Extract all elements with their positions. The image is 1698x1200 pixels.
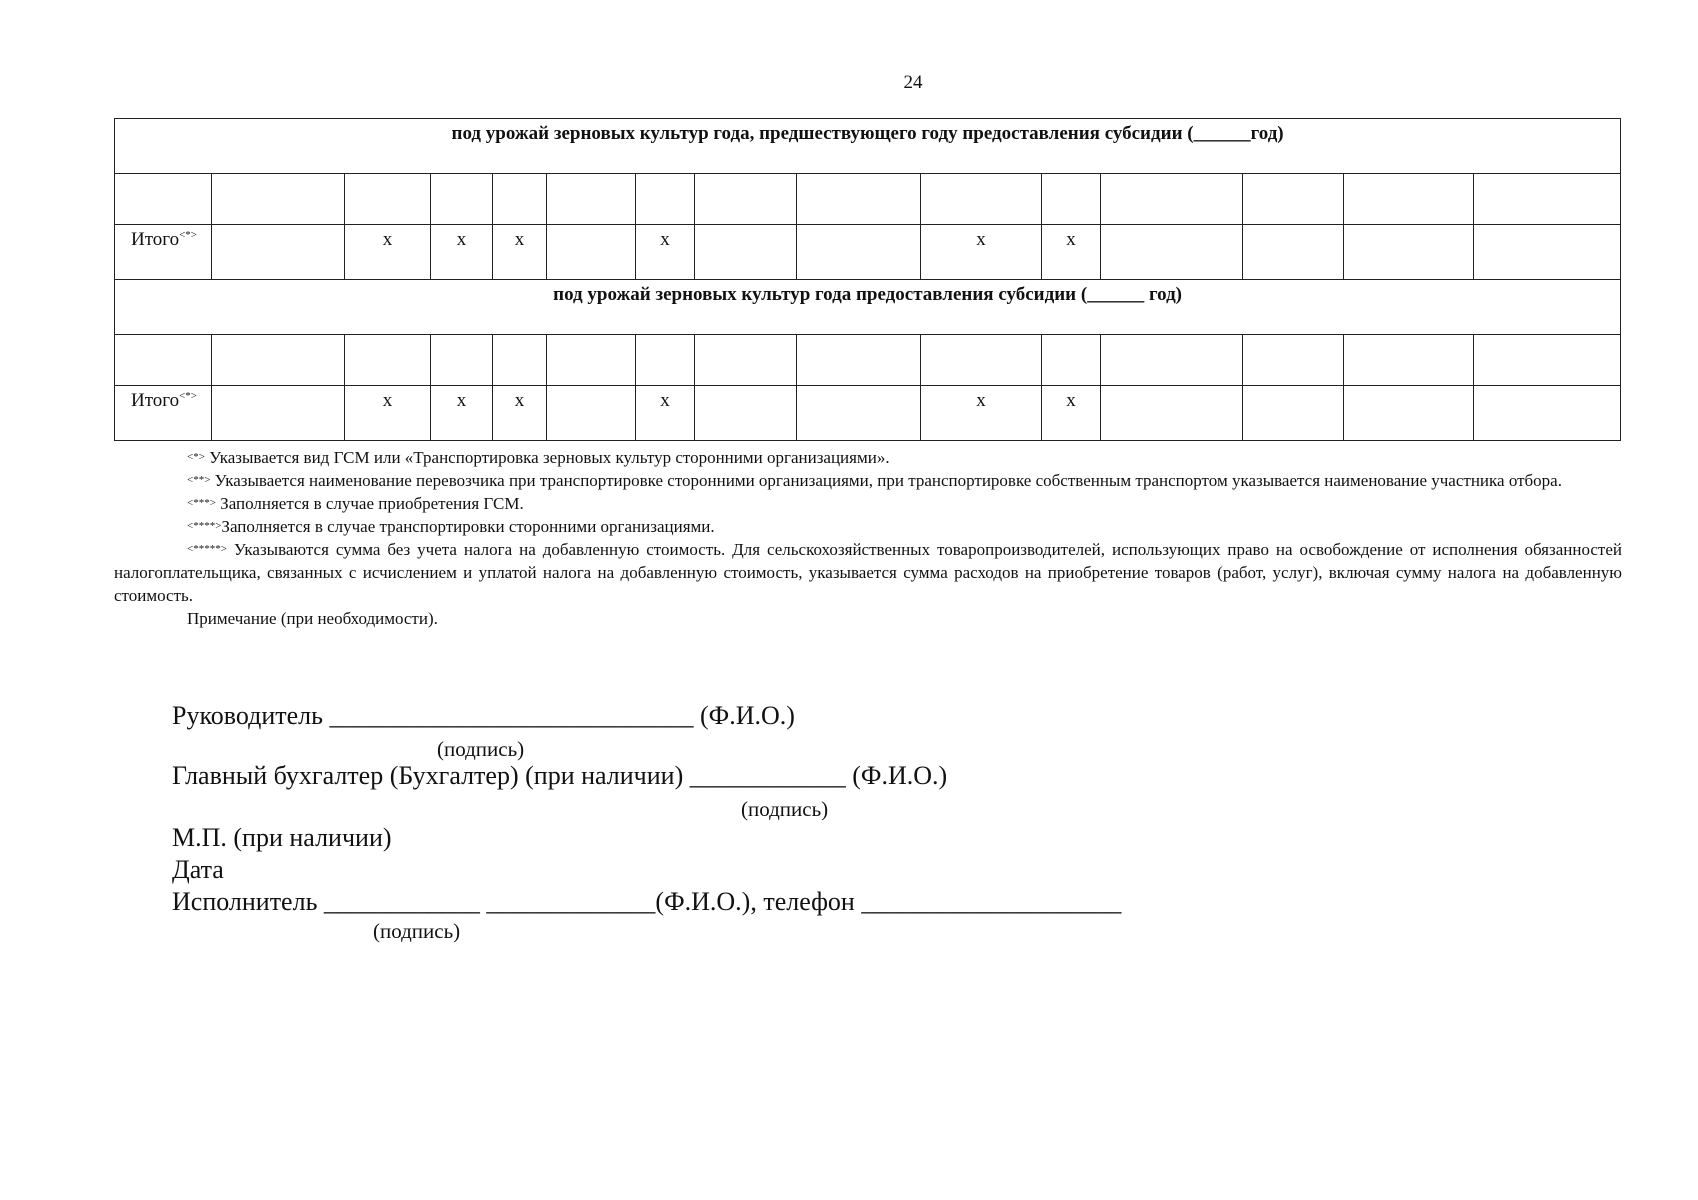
note: Примечание (при необходимости).	[187, 609, 438, 628]
accountant-signature-line: Главный бухгалтер (Бухгалтер) (при наличии) ____________ (Ф.И.О.)	[172, 761, 948, 790]
date-line: Дата	[172, 855, 224, 884]
footnotes	[114, 446, 1622, 630]
footnote: <**> Указывается наименование перевозчика при транспортировке сторонними организациями, при транспортировке собственным транспортом указывается наименование участника отбора.	[187, 471, 1562, 490]
total-row	[115, 225, 1621, 280]
x-mark: x	[493, 386, 547, 441]
stamp-line: М.П. (при наличии)	[172, 823, 392, 852]
empty-row	[115, 174, 1621, 225]
x-mark: x	[636, 225, 695, 280]
section-title-previous-year: под урожай зерновых культур года, предшествующего году предоставления субсидии (______год)	[115, 119, 1621, 174]
x-mark: x	[921, 386, 1042, 441]
accountant-signature-caption: (подпись)	[741, 797, 829, 821]
footnote: <*****> Указываются сумма без учета налога на добавленную стоимость. Для сельскохозяйственных товаропроизводителей, использующих право на освобождение от исполнения обязанностей налогоплательщика, связанных с исчислением и уплатой налога на добавленную стоимость, указывается сумма расходов на приобретение товаров (работ, услуг), включая сумму налога на добавленную стоимость.	[114, 540, 1622, 605]
head-signature-caption: (подпись)	[437, 737, 525, 761]
footnote: <****>Заполняется в случае транспортировки сторонними организациями.	[187, 517, 715, 536]
x-mark: x	[1042, 225, 1101, 280]
footnote: <*> Указывается вид ГСМ или «Транспортировка зерновых культур сторонними организациями».	[187, 448, 890, 467]
total-label: Итого<*>	[115, 225, 212, 280]
executor-line: Исполнитель ____________ _____________(Ф.И.О.), телефон ____________________	[172, 887, 1122, 916]
x-mark: x	[345, 386, 431, 441]
page-number: 24	[903, 72, 923, 93]
head-signature-line: Руководитель ____________________________ (Ф.И.О.)	[172, 701, 795, 730]
total-label: Итого<*>	[115, 386, 212, 441]
x-mark: x	[921, 225, 1042, 280]
executor-signature-caption: (подпись)	[373, 919, 461, 943]
x-mark: x	[345, 225, 431, 280]
empty-row	[115, 335, 1621, 386]
x-mark: x	[431, 225, 493, 280]
grain-transport-table	[114, 118, 1621, 441]
total-row	[115, 386, 1621, 441]
section-title-current-year: под урожай зерновых культур года предоставления субсидии (______ год)	[115, 280, 1621, 335]
x-mark: x	[431, 386, 493, 441]
x-mark: x	[1042, 386, 1101, 441]
x-mark: x	[493, 225, 547, 280]
footnote: <***> Заполняется в случае приобретения ГСМ.	[187, 494, 524, 513]
x-mark: x	[636, 386, 695, 441]
